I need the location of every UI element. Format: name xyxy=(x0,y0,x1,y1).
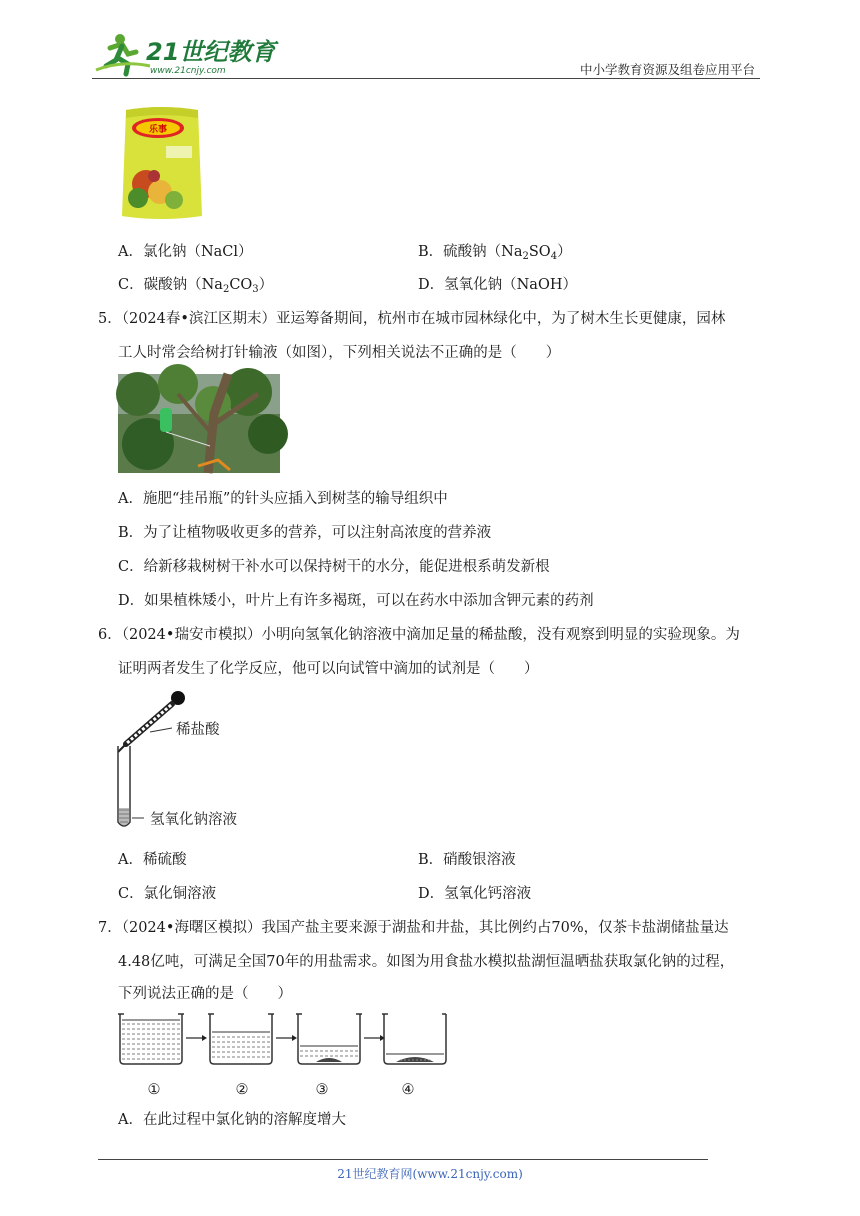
q6-option-b: B．硝酸银溶液 xyxy=(418,852,516,868)
q5-stem-line1: 5．（2024春•滨江区期末）亚运筹备期间，杭州市在城市园林绿化中，为了树木生长更健康，园林 xyxy=(98,311,726,327)
q6-option-d: D．氢氧化钙溶液 xyxy=(418,886,532,902)
q5-option-c: C．给新移栽树树干补水可以保持树干的水分，能促进根系萌发新根 xyxy=(118,559,550,575)
q7-option-a: A．在此过程中氯化钠的溶解度增大 xyxy=(118,1112,346,1128)
beaker-label-2: ② xyxy=(235,1082,249,1098)
q6-stem-line1: 6．（2024•瑞安市模拟）小明向氢氧化钠溶液中滴加足量的稀盐酸，没有观察到明显的实验现象。为 xyxy=(98,627,740,643)
q7-stem-line1: 7．（2024•海曙区模拟）我国产盐主要来源于湖盐和井盐，其比例约占70%，仅茶卡盐湖储盐量达 xyxy=(98,920,729,936)
dropper-icon xyxy=(118,691,185,752)
chips-brand: 乐事 xyxy=(148,125,168,135)
beaker-1-icon xyxy=(118,1014,184,1064)
q5-option-d: D．如果植株矮小，叶片上有许多褐斑，可以在药水中添加含钾元素的药剂 xyxy=(118,593,594,609)
q4-option-a: A．氯化钠（NaCl） xyxy=(118,244,253,260)
beaker-label-3: ③ xyxy=(315,1082,329,1098)
beaker-label-4: ④ xyxy=(401,1082,415,1098)
logo-url: www.21cnjy.com xyxy=(150,66,226,76)
platform-name: 中小学教育资源及组卷应用平台 xyxy=(579,62,755,77)
tube-label: 氢氧化钠溶液 xyxy=(150,812,237,828)
q6-stem-line2: 证明两者发生了化学反应，他可以向试管中滴加的试剂是（ ） xyxy=(118,661,539,677)
test-tube-icon xyxy=(118,746,130,826)
header-divider xyxy=(92,78,760,79)
q6-option-a: A．稀硫酸 xyxy=(118,852,187,868)
q7-stem-line3: 下列说法正确的是（ ） xyxy=(118,986,292,1002)
q4-option-d: D．氢氧化钠（NaOH） xyxy=(418,277,577,293)
tree-infusion-photo xyxy=(118,374,280,473)
footer-link[interactable]: 21世纪教育网(www.21cnjy.com) xyxy=(337,1167,523,1181)
q5-stem-line2: 工人时常会给树打针输液（如图），下列相关说法不正确的是（ ） xyxy=(118,345,561,361)
beaker-4-icon xyxy=(382,1014,446,1064)
evaporation-beakers-diagram xyxy=(116,1010,446,1072)
logo xyxy=(92,30,276,78)
q6-option-c: C．氯化铜溶液 xyxy=(118,886,217,902)
chips-bag-figure xyxy=(118,104,204,222)
footer-divider xyxy=(98,1159,708,1160)
test-tube-diagram xyxy=(112,688,262,836)
q4-option-b: B．硫酸钠$(Na_2SO_4)$ xyxy=(418,244,572,262)
logo-text: 21世纪教育 xyxy=(146,38,276,66)
beaker-2-icon xyxy=(208,1014,274,1064)
beaker-3-icon xyxy=(296,1014,362,1064)
dropper-label: 稀盐酸 xyxy=(176,722,220,738)
q4-option-c: C．碳酸钠$(Na_2CO_3)$ xyxy=(118,277,274,295)
q7-stem-line2: 4.48亿吨，可满足全国70年的用盐需求。如图为用食盐水模拟盐湖恒温晒盐获取氯化钠的过程， xyxy=(118,954,735,970)
beaker-label-1: ① xyxy=(147,1082,161,1098)
q5-option-a: A．施肥“挂吊瓶”的针头应插入到树茎的输导组织中 xyxy=(118,491,448,507)
q5-option-b: B．为了让植物吸收更多的营养，可以注射高浓度的营养液 xyxy=(118,525,492,541)
runner-logo-icon xyxy=(96,34,150,74)
